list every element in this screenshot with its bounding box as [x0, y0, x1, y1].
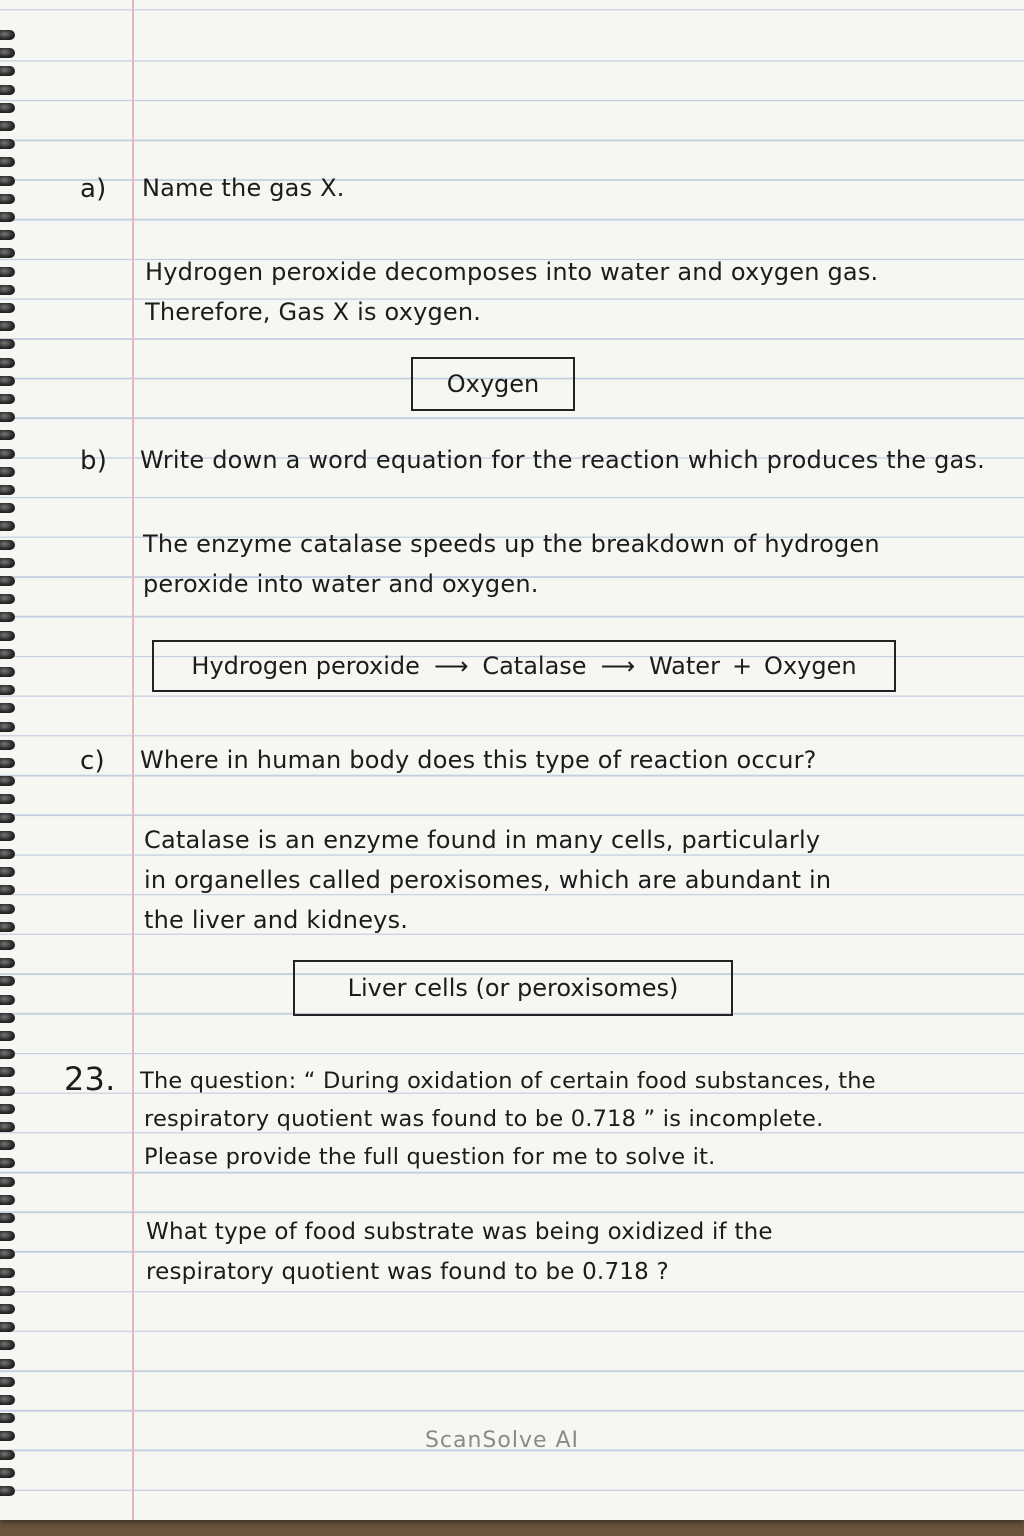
part-c-explanation-line: in organelles called peroxisomes, which are abundant in: [144, 866, 832, 894]
watermark: ScanSolve AI: [424, 1428, 580, 1453]
binding-ring: [0, 376, 15, 386]
part-b-explanation-line: peroxide into water and oxygen.: [143, 570, 539, 598]
binding-ring: [0, 321, 15, 331]
binding-ring: [0, 485, 15, 495]
binding-ring: [0, 612, 15, 622]
spiral-binding: [0, 30, 20, 1510]
part-a-label: a): [80, 174, 107, 204]
equation-reactant: Hydrogen peroxide: [191, 652, 420, 680]
equation-plus: +: [731, 652, 753, 680]
binding-ring: [0, 1104, 15, 1114]
binding-ring: [0, 576, 15, 586]
binding-ring: [0, 922, 15, 932]
binding-ring: [0, 722, 15, 732]
part-a-answer-box: [411, 357, 575, 411]
binding-ring: [0, 1049, 15, 1059]
part-a-explanation-line: Hydrogen peroxide decomposes into water and oxygen gas.: [145, 258, 879, 286]
binding-ring: [0, 558, 15, 568]
binding-ring: [0, 358, 15, 368]
margin-line: [132, 0, 134, 1520]
binding-ring: [0, 1177, 15, 1187]
binding-ring: [0, 248, 15, 258]
part-c-answer-box: [293, 960, 733, 1016]
arrow-icon: ⟶: [600, 652, 635, 680]
binding-ring: [0, 631, 15, 641]
binding-ring: [0, 30, 15, 40]
binding-ring: [0, 667, 15, 677]
binding-ring: [0, 813, 15, 823]
binding-ring: [0, 449, 15, 459]
part-b-explanation: [143, 524, 880, 604]
equation-product-2: Oxygen: [764, 652, 857, 680]
binding-ring: [0, 649, 15, 659]
binding-ring: [0, 48, 15, 58]
question-23-note-line: Please provide the full question for me to solve it.: [144, 1144, 716, 1170]
binding-ring: [0, 194, 15, 204]
equation-catalyst: Catalase: [482, 652, 587, 680]
binding-ring: [0, 976, 15, 986]
binding-ring: [0, 794, 15, 804]
binding-ring: [0, 1031, 15, 1041]
binding-ring: [0, 1140, 15, 1150]
binding-ring: [0, 430, 15, 440]
part-c-explanation: [144, 820, 831, 940]
binding-ring: [0, 1231, 15, 1241]
binding-ring: [0, 285, 15, 295]
binding-ring: [0, 521, 15, 531]
binding-ring: [0, 85, 15, 95]
part-c-question: Where in human body does this type of reaction occur?: [140, 746, 817, 774]
binding-ring: [0, 740, 15, 750]
arrow-icon: ⟶: [433, 652, 469, 680]
binding-ring: [0, 412, 15, 422]
binding-ring: [0, 758, 15, 768]
part-b-label: b): [80, 446, 108, 476]
binding-ring: [0, 66, 15, 76]
binding-ring: [0, 1468, 15, 1478]
binding-ring: [0, 339, 15, 349]
binding-ring: [0, 1359, 15, 1369]
binding-ring: [0, 467, 15, 477]
binding-ring: [0, 1413, 15, 1423]
question-23-restated: [146, 1212, 773, 1292]
question-23-note: [140, 1062, 876, 1176]
binding-ring: [0, 849, 15, 859]
binding-ring: [0, 503, 15, 513]
binding-ring: [0, 1486, 15, 1496]
binding-ring: [0, 103, 15, 113]
part-c-explanation-line: the liver and kidneys.: [144, 906, 409, 934]
binding-ring: [0, 1377, 15, 1387]
binding-ring: [0, 1340, 15, 1350]
binding-ring: [0, 831, 15, 841]
binding-ring: [0, 1158, 15, 1168]
binding-ring: [0, 995, 15, 1005]
binding-ring: [0, 230, 15, 240]
binding-ring: [0, 1249, 15, 1259]
binding-ring: [0, 1213, 15, 1223]
binding-ring: [0, 1013, 15, 1023]
part-a-question: Name the gas X.: [142, 174, 345, 202]
part-a-explanation-line: Therefore, Gas X is oxygen.: [145, 298, 482, 326]
binding-ring: [0, 904, 15, 914]
question-23-note-line: respiratory quotient was found to be 0.718 ” is incomplete.: [144, 1106, 824, 1132]
question-23-restated-line: respiratory quotient was found to be 0.718 ?: [146, 1259, 669, 1285]
binding-ring: [0, 594, 15, 604]
binding-ring: [0, 212, 15, 222]
question-23-note-line: The question: “ During oxidation of certain food substances, the: [140, 1068, 876, 1094]
binding-ring: [0, 157, 15, 167]
binding-ring: [0, 176, 15, 186]
binding-ring: [0, 139, 15, 149]
binding-ring: [0, 940, 15, 950]
question-23-restated-line: What type of food substrate was being oxidized if the: [146, 1219, 773, 1245]
binding-ring: [0, 1395, 15, 1405]
part-a-answer: Oxygen: [446, 370, 540, 398]
binding-ring: [0, 121, 15, 131]
question-number: 23.: [64, 1060, 116, 1098]
binding-ring: [0, 1322, 15, 1332]
binding-ring: [0, 867, 15, 877]
binding-ring: [0, 267, 15, 277]
binding-ring: [0, 958, 15, 968]
binding-ring: [0, 885, 15, 895]
binding-ring: [0, 1195, 15, 1205]
part-b-explanation-line: The enzyme catalase speeds up the breakdown of hydrogen: [143, 530, 880, 558]
binding-ring: [0, 1286, 15, 1296]
binding-ring: [0, 703, 15, 713]
binding-ring: [0, 776, 15, 786]
part-b-question: Write down a word equation for the reaction which produces the gas.: [140, 446, 985, 474]
binding-ring: [0, 1122, 15, 1132]
binding-ring: [0, 540, 15, 550]
equation-product-1: Water: [648, 652, 720, 680]
part-c-answer: Liver cells (or peroxisomes): [347, 974, 679, 1002]
part-c-label: c): [80, 746, 105, 776]
binding-ring: [0, 1268, 15, 1278]
part-a-explanation: [145, 252, 878, 332]
binding-ring: [0, 685, 15, 695]
part-c-explanation-line: Catalase is an enzyme found in many cells, particularly: [144, 826, 821, 854]
binding-ring: [0, 1067, 15, 1077]
binding-ring: [0, 1304, 15, 1314]
binding-ring: [0, 1086, 15, 1096]
binding-ring: [0, 303, 15, 313]
word-equation-box: [152, 640, 896, 692]
binding-ring: [0, 394, 15, 404]
